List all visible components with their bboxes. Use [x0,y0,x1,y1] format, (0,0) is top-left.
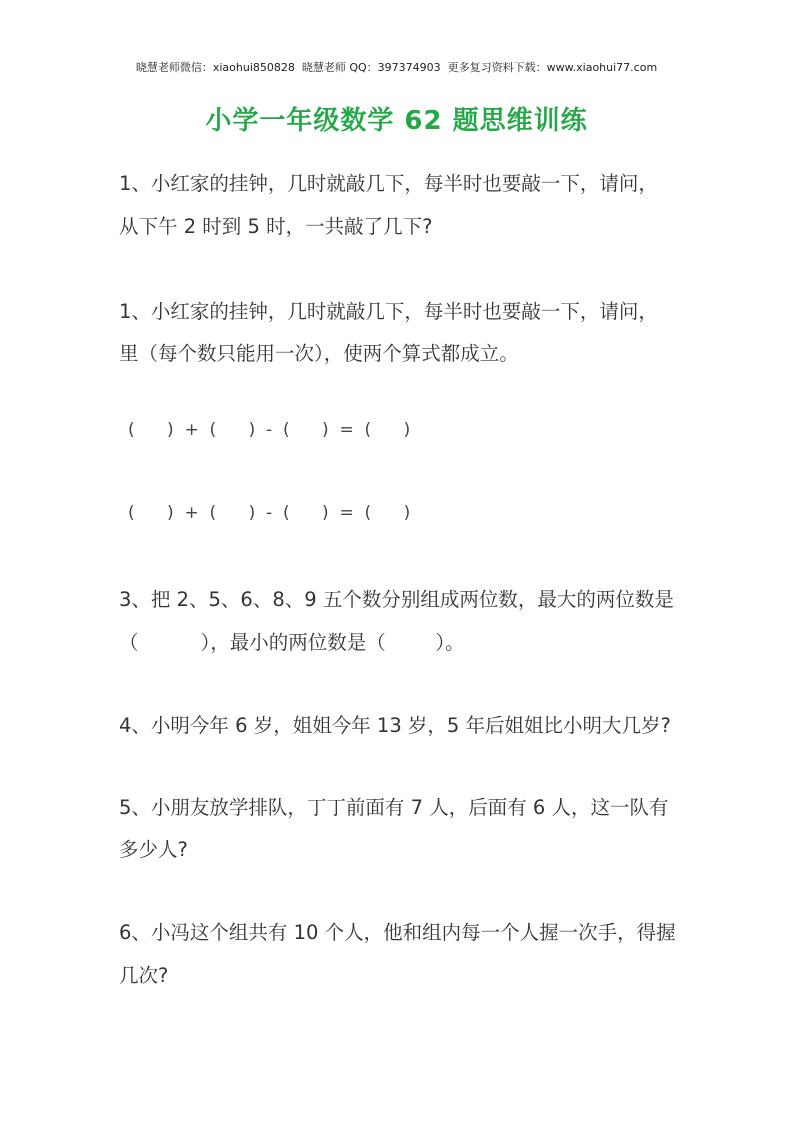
question-1-line-1: 1、小红家的挂钟，几时就敲几下，每半时也要敲一下，请问， [119,172,658,195]
question-2-line-1: 1、小红家的挂钟，几时就敲几下，每半时也要敲一下，请问， [119,300,658,323]
equation-1: ( ) + ( ) - ( ) = ( ) [128,420,411,440]
question-4-line-1: 4、小明今年 6 岁，姐姐今年 13 岁，5 年后姐姐比小明大几岁? [119,714,671,737]
equation-2: ( ) + ( ) - ( ) = ( ) [128,503,411,523]
question-6-line-2: 几次? [119,964,169,987]
question-5-line-1: 5、小朋友放学排队，丁丁前面有 7 人，后面有 6 人，这一队有 [119,796,669,819]
question-1-line-2: 从下午 2 时到 5 时，一共敲了几下? [119,215,433,238]
question-2-line-2: 里（每个数只能用一次），使两个算式都成立。 [119,342,519,365]
question-3-line-1: 3、把 2、5、6、8、9 五个数分别组成两位数，最大的两位数是 [119,588,674,611]
question-6-line-1: 6、小冯这个组共有 10 个人，他和组内每一个人握一次手，得握 [119,921,676,944]
question-3-line-2: （ ），最小的两位数是（ ）。 [119,631,465,654]
document-title: 小学一年级数学 62 题思维训练 [205,106,588,136]
page-header-contact: 晓慧老师微信：xiaohui850828 晓慧老师 QQ：397374903 更多复习资料下载：www.xiaohui77.com [135,61,658,74]
question-5-line-2: 多少人? [119,838,188,861]
